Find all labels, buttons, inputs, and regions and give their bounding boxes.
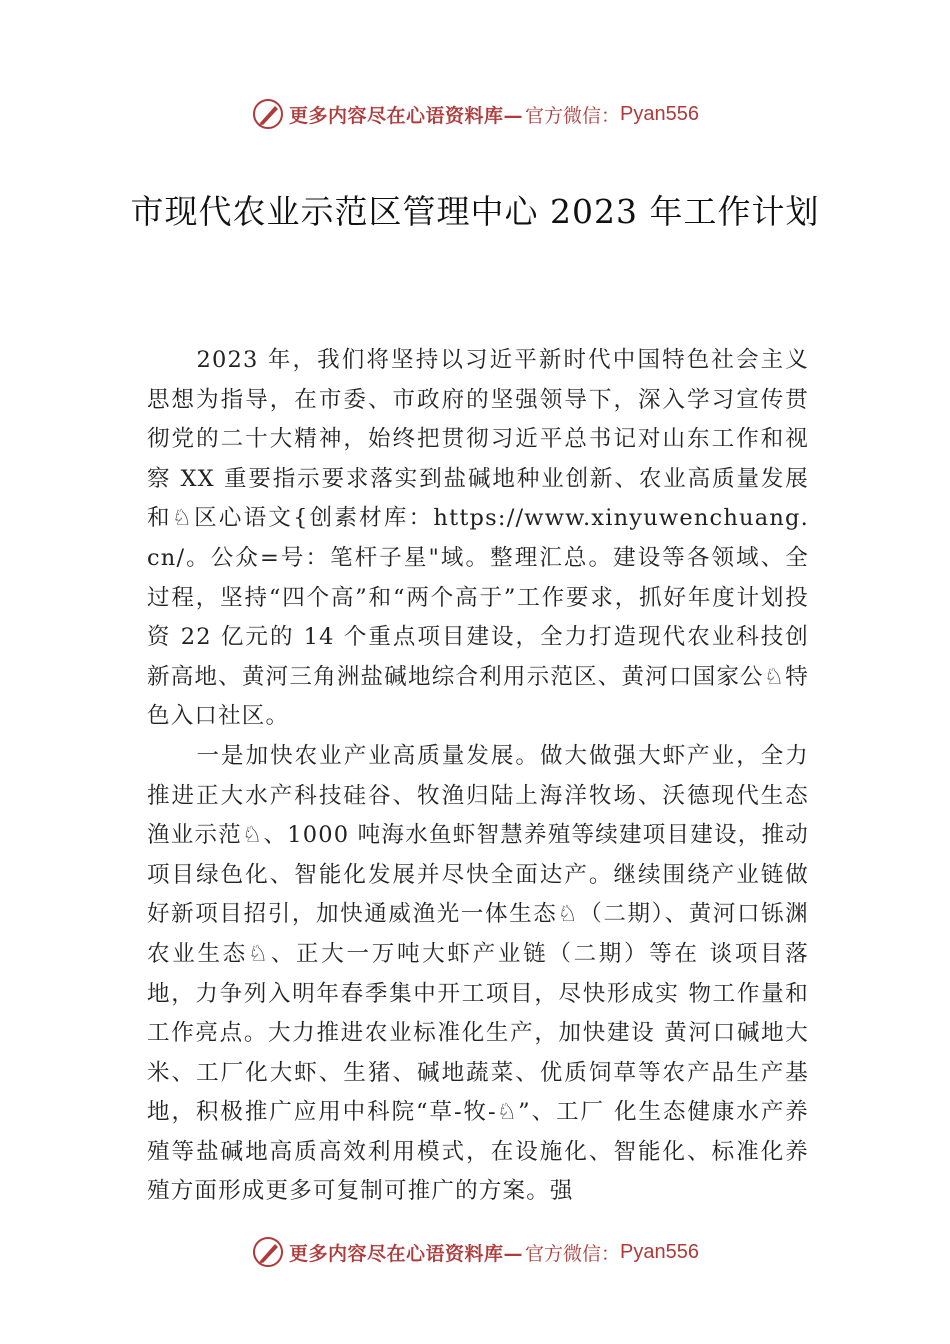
banner-wechat-id: Pyan556: [620, 102, 699, 125]
document-body: [147, 341, 809, 1212]
banner-text: 更多内容尽在心语资料库—: [289, 104, 524, 127]
watermark-banner-top: [0, 94, 950, 134]
paragraph-agriculture: 一是加快农业产业高质量发展。做大做强大虾产业，全力推进正大水产科技硅谷、牧渔归陆上海洋牧场、沃德现代生态渔业示范♘、1000 吨海水鱼虾智慧养殖等续建项目建设，推动项目绿色化、智能化发展并尽快全面达产。继续围绕产业链做好新项目招引，加快通威渔光一体生态♘（二期）、黄河口铄渊农业生态♘、正大一万吨大虾产业链（二期）等在 谈项目落地，力争列入明年春季集中开工项目，尽快形成实 物工作量和工作亮点。大力推进农业标准化生产，加快建设 黄河口碱地大米、工厂化大虾、生猪、碱地蔬菜、优质饲草等农产品生产基地，积极推广应用中科院“草-牧-♘”、工厂 化生态健康水产养殖等盐碱地高质高效利用模式，在设施化、智能化、标准化养殖方面形成更多可复制可推广的方案。强: [147, 742, 809, 1205]
watermark-banner-bottom: [0, 1232, 950, 1272]
banner-wechat-label: 官方微信：: [525, 104, 621, 127]
quill-pen-logo-icon: [251, 1235, 285, 1269]
quill-pen-logo-icon: [251, 97, 285, 131]
banner-wechat-label: 官方微信：: [525, 1242, 621, 1265]
paragraph-intro: 2023 年，我们将坚持以习近平新时代中国特色社会主义思想为指导，在市委、市政府的坚强领导下，深入学习宣传贯彻党的二十大精神，始终把贯彻习近平总书记对山东工作和视察 XX 重要指示要求落实到盐碱地种业创新、农业高质量发展和♘区心语文{创素材库：https://www.xinyuwenchuang.cn/。公众=号：笔杆子星"域。整理汇总。建设等各领域、全过程，坚持“四个高”和“两个高于”工作要求，抓好年度计划投资 22 亿元的 14 个重点项目建设，全力打造现代农业科技创新高地、黄河三角洲盐碱地综合利用示范区、黄河口国家公♘特色入口社区。: [147, 347, 809, 730]
document-title: 市现代农业示范区管理中心 2023 年工作计划: [130, 192, 820, 231]
banner-wechat-id: Pyan556: [620, 1240, 699, 1263]
banner-text: 更多内容尽在心语资料库—: [289, 1242, 524, 1265]
